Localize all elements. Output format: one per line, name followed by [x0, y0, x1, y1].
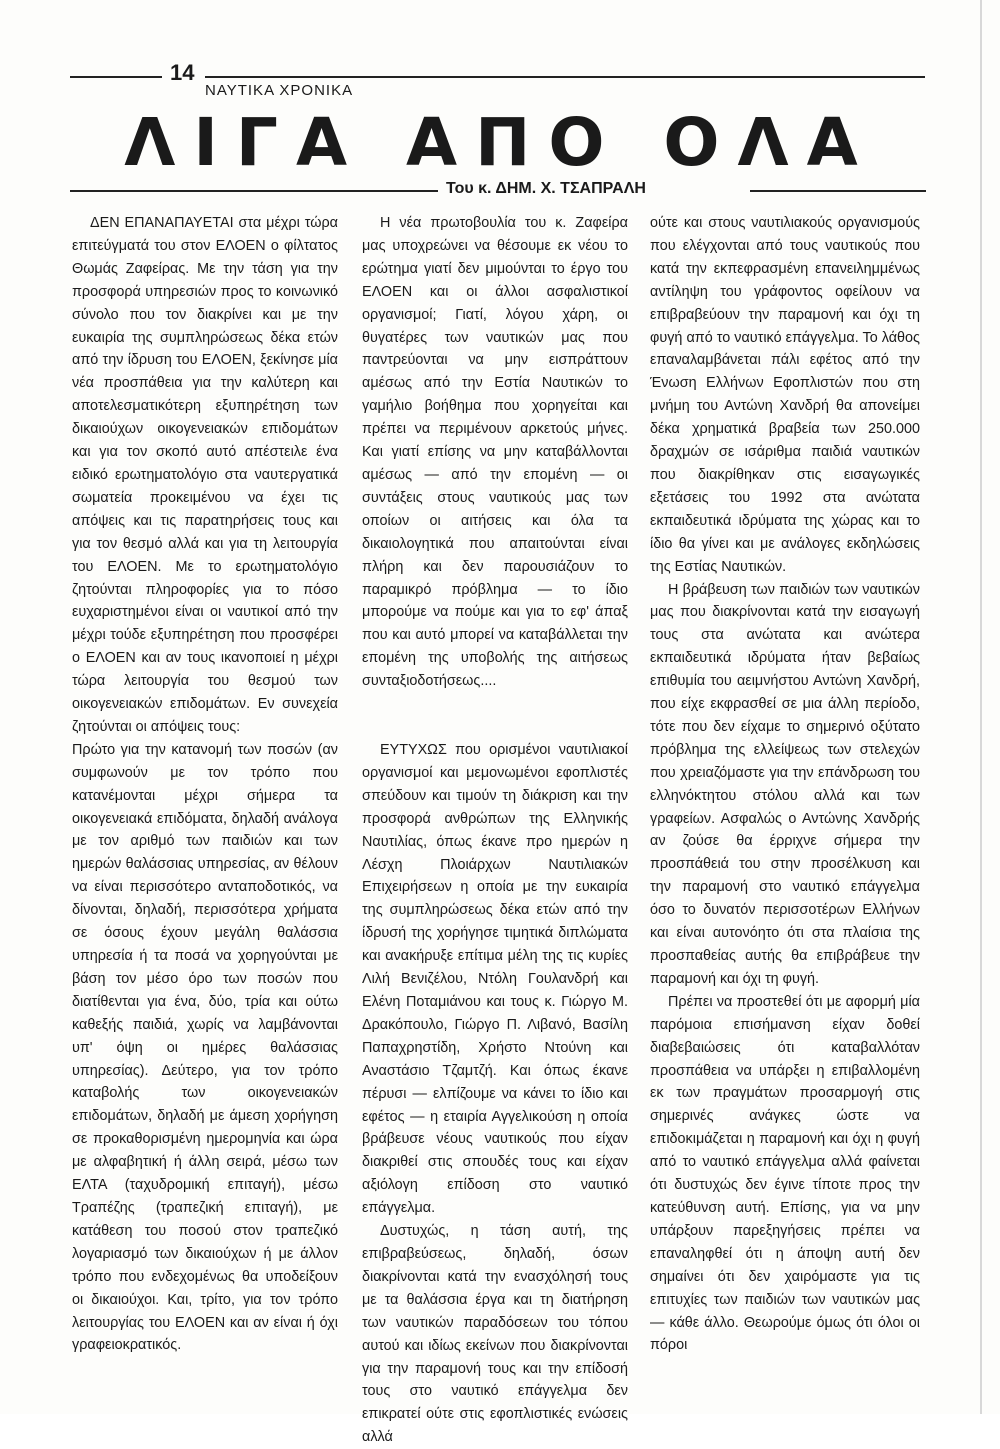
publication-name: ΝΑΥΤΙΚΑ ΧΡΟΝΙΚΑ — [205, 82, 354, 99]
header-rule-right — [205, 76, 925, 78]
paragraph: ΕΥΤΥΧΩΣ που ορισμένοι ναυτιλιακοί οργανισμοί και μεμονωμένοι εφοπλιστές σπεύδουν και τιμούν τη διάκριση και την προσφορά ανθρώπων της Ελληνικής Ναυτιλίας, όπως έκανε προ ημερών η Λέσχη Πλοιάρχων Ναυτιλιακών Επιχειρήσεων η οποία με την ευκαιρία της συμπληρώσεως δέκα ετών από την ίδρυσή της χορήγησε τιμητικά διπλώματα και ανακήρυξε επίτιμα μέλη της τις κυρίες Λιλή Βενιζέλου, Ντόλη Γουλανδρή και Ελένη Ποταμιάνου και τους κ. Γιώργο Μ. Δρακόπουλο, Γιώργο Π. Λιβανό, Βασίλη Παπαχρηστίδη, Χρήστο Ντούνη και Αναστάσιο Τζαμτζή. Και όπως έκανε πέρυσι — ελπίζουμε να κάνει το ίδιο και εφέτος — η εταιρία Αγγελικούση η οποία βράβευσε νέους ναυτικούς που είχαν διακριθεί στις σπουδές τους και είχαν αξιόλογη επίδοση στο ναυτικό επάγγελμα. — [362, 742, 628, 1217]
article-byline: Του κ. ΔΗΜ. Χ. ΤΣΑΠΡΑΛΗ — [446, 180, 646, 197]
paragraph: Η βράβευση των παιδιών των ναυτικών μας που διακρίνονται κατά την εισαγωγή τους στα ανώτατα και ανώτερα εκπαιδευτικά ιδρύματα ήταν βεβαίως επιθυμία του αειμνήστου Αντώνη Χανδρή, που είχε εκφρασθεί σε μια άλλη περίοδο, τότε που δεν είχαμε το σημερινό οξύτατο πρόβλημα της ελλείψεως των στελεχών που χρειαζόμαστε για την επάνδρωση του ελληνόκτητου στόλου αλλά και των γραφείων. Ασφαλώς ο Αντώνης Χανδρής αν ζούσε θα έρριχνε σήμερα την προσπάθειά του στην προσέλκυση και την παραμονή στο ναυτικό επάγγελμα όσο το δυνατόν περισσοτέρων Ελλήνων και είναι αυτονόητο ότι στα πλαίσια της προσπαθείας αυτής θα επιβράβευε την παραμονή και όχι τη φυγή. — [650, 581, 920, 987]
section-gap — [362, 693, 628, 739]
paragraph: Πρέπει να προστεθεί ότι με αφορμή μία παρόμοια επισήμανση είχαν δοθεί διαβεβαιώσεις ότι καταβαλλόταν προσπάθεια να υπάρξει η επιβαλλομένη εκ των πραγμάτων προσαρμογή στις σημερινές ανάγκες ώστε να επιδοκιμάζεται η παραμονή και όχι η φυγή από το ναυτικό επάγγελμα αλλά φαίνεται ότι δυστυχώς δεν έγινε τίποτε προς την κατεύθυνση αυτή. Επίσης, για να μην υπάρξουν παρεξηγήσεις πρέπει να επαναληφθεί ότι η άποψη αυτή δεν σημαίνει ότι δεν χαιρόμαστε για τις επιτυχίες των παιδιών των ναυτικών μας — κάθε άλλο. Θεωρούμε όμως ότι όλοι οι πόροι — [650, 993, 920, 1354]
paragraph: Δυστυχώς, η τάση αυτή, της επιβραβεύσεως, δηλαδή, όσων διακρίνονται κατά την ενασχόλησή τους με τα θαλάσσια έργα και τη διατήρηση των ναυτικών παραδόσεων του τόπου αυτού και ιδίως εκείνων που διακρίνονται για την παραμονή τους και την επίδοσή τους στο ναυτικό επάγγελμα δεν επικρατεί ούτε στις εφοπλιστικές ενώσεις αλλά — [362, 1223, 628, 1446]
article-title: ΛΙΓΑ ΑΠΟ ΟΛΑ — [124, 104, 876, 181]
page-edge — [980, 0, 982, 1414]
paragraph: Πρώτο για την κατανομή των ποσών (αν συμφωνούν με τον τρόπο που κατανέμονται μέχρι σήμερα τα οικογενειακά επιδόματα, δηλαδή ανάλογα με τον αριθμό των παιδιών και των ημερών θαλάσσιας υπηρεσίας, αν θέλουν να είναι περισσότερο ανταποδοτικός, να δίνονται, δηλαδή, περισσότερα χρήματα σε όσους έχουν μεγάλη θαλάσσια υπηρεσία ή τα ποσά να χορηγούνται με βάση τον μέσο όρο των ποσών που διατίθενται για ένα, δύο, τρία και ούτω καθεξής παιδιά, χωρίς να λαμβάνονται υπ' όψη οι ημέρες θαλάσσιας υπηρεσίας). Δεύτερο, για τον τρόπο καταβολής των οικογενειακών επιδομάτων, δηλαδή με άμεση χορήγηση σε προκαθορισμένη ημερομηνία και ώρα με αλφαβητική ή άλλη σειρά, μέσω των ΕΛΤΑ (ταχυδρομική επιταγή), μέσω Τραπέζης (τραπεζική επιταγή), με κατάθεση του ποσού στον τραπεζικό λογαριασμό των δικαιούχων ή με άλλον τρόπο που ενδεχομένως θα υποδείξουν οι δικαιούχοι. Και, τρίτο, για τον τρόπο λειτουργίας του ΕΛΟΕΝ και αν είναι ή όχι γραφειοκρατικός. — [72, 741, 338, 1354]
byline-rule-right — [750, 190, 926, 192]
text-column-2 — [362, 212, 628, 1449]
paragraph: ΔΕΝ ΕΠΑΝΑΠΑΥΕΤΑΙ στα μέχρι τώρα επιτεύγματά του στον ΕΛΟΕΝ ο φίλτατος Θωμάς Ζαφείρας. Με την τάση για την προσφορά υπηρεσιών προς το κοινωνικό σύνολο που τον διακρίνει και με την ευκαιρία της συμπληρώσεως δέκα ετών από την ίδρυση του ΕΛΟΕΝ, ξεκίνησε μία νέα προσπάθεια για την καλύτερη και αποτελεσματικότερη εξυπηρέτηση των δικαιούχων οικογενειακών επιδομάτων και για τον σκοπό αυτό απέστειλε ένα ειδικό ερωτηματολόγιο στα ναυτεργατικά σωματεία προκειμένου να έχει τις απόψεις και τις παρατηρήσεις τους και για τον θεσμό αλλά και για τη λειτουργία του ΕΛΟΕΝ. Με το ερωτηματολόγιο ζητούνται πληροφορίες για το πόσο ευχαριστημένοι είναι οι ναυτικοί από την μέχρι τούδε εξυπηρέτηση που προσφέρει ο ΕΛΟΕΝ και αν τους ικανοποιεί η μέχρι τώρα λειτουργία του θεσμού των οικογενειακών επιδομάτων. Εν συνεχεία ζητούνται οι απόψεις τους: — [72, 215, 338, 735]
header-rule-left — [70, 76, 162, 78]
text-column-3 — [650, 212, 920, 1357]
byline-rule-left — [70, 190, 438, 192]
page-number: 14 — [170, 60, 195, 85]
text-column-1 — [72, 212, 338, 1357]
paragraph: ούτε και στους ναυτιλιακούς οργανισμούς που ελέγχονται από τους ναυτικούς που κατά την εκπεφρασμένη επανειλημμένως αντίληψη του γράφοντος οφείλουν να επιβραβεύουν την παραμονή και όχι τη φυγή από το ναυτικό επάγγελμα. Το λάθος επαναλαμβάνεται πάλι εφέτος από την Ένωση Ελλήνων Εφοπλιστών που στη μνήμη του Αντώνη Χανδρή θα απονείμει δέκα χρηματικά βραβεία των 250.000 δραχμών σε ισάριθμα παιδιά ναυτικών που διακρίθηκαν στις εισαγωγικές εξετάσεις του 1992 στα ανώτατα εκπαιδευτικά ιδρύματα της χώρας και το ίδιο θα γίνει και με ανάλογες εκδηλώσεις της Εστίας Ναυτικών. — [650, 215, 920, 575]
paragraph: Η νέα πρωτοβουλία του κ. Ζαφείρα μας υποχρεώνει να θέσουμε εκ νέου το ερώτημα γιατί δεν μιμούνται το έργο του ΕΛΟΕΝ και οι άλλοι ασφαλιστικοί οργανισμοί; Γιατί, λόγου χάρη, οι θυγατέρες των ναυτικών μας που παντρεύονται να μην εισπράττουν αμέσως από την Εστία Ναυτικών το γαμήλιο βοήθημα που χορηγείται και πρέπει να περιμένουν αρκετούς μήνες. Και γιατί επίσης να μην καταβάλλονται αμέσως — από την επομένη — οι συντάξεις στους ναυτικούς μας των οποίων οι αιτήσεις και όλα τα δικαιολογητικά που απαιτούνται είναι πλήρη και δεν παρουσιάζουν το παραμικρό πρόβλημα — το ίδιο μπορούμε να πούμε και για το εφ' άπαξ που και αυτό μπορεί να καταβάλλεται την επομένη της υποβολής της αιτήσεως συνταξιοδοτήσεως.... — [362, 215, 628, 690]
